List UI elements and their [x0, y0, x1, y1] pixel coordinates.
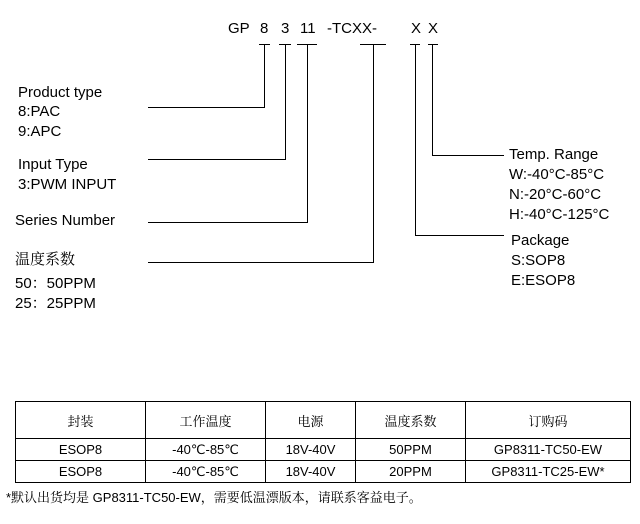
cell-power-supply: 18V-40V	[266, 439, 356, 461]
code-prefix: GP	[228, 20, 250, 37]
label-temp-range-line: N:-20°C-60°C	[509, 186, 602, 203]
cell-temp-coef: 50PPM	[356, 439, 466, 461]
code-temp-range: X	[428, 20, 439, 37]
code-temp-coef: -TCXX-	[327, 20, 377, 37]
connector-series-number	[148, 44, 308, 223]
code-product-type: 8	[260, 20, 269, 37]
label-temp-coef-line: 25：25PPM	[15, 295, 96, 312]
code-input-type: 3	[281, 20, 290, 37]
cell-power-supply: 18V-40V	[266, 461, 356, 483]
code-package: X	[411, 20, 422, 37]
table-row	[16, 461, 631, 483]
cell-operating-temp: -40℃-85℃	[146, 439, 266, 461]
header-power-supply: 电源	[266, 402, 356, 439]
label-input-type-title: Input Type	[18, 156, 88, 173]
table-row	[16, 439, 631, 461]
header-package: 封装	[16, 402, 146, 439]
label-package-line: E:ESOP8	[511, 272, 576, 289]
cell-temp-coef: 20PPM	[356, 461, 466, 483]
header-operating-temp: 工作温度	[146, 402, 266, 439]
footnote: *默认出货均是 GP8311-TC50-EW，需要低温漂版本，请联系客益电子。	[6, 490, 422, 505]
label-input-type-line: 3:PWM INPUT	[18, 176, 117, 193]
label-product-type-line: 8:PAC	[18, 103, 61, 120]
label-temp-coef-line: 50：50PPM	[15, 275, 96, 292]
header-temp-coef: 温度系数	[356, 402, 466, 439]
connector-temp-range	[433, 44, 505, 156]
cell-order-code: GP8311-TC50-EW	[466, 439, 631, 461]
connector-package	[416, 44, 505, 236]
connector-product-type	[148, 44, 265, 108]
table-header-row	[16, 402, 631, 439]
cell-package: ESOP8	[16, 461, 146, 483]
ordering-table	[15, 401, 631, 483]
code-series-number: 11	[300, 20, 316, 37]
cell-operating-temp: -40℃-85℃	[146, 461, 266, 483]
connector-temp-coef	[148, 44, 374, 263]
label-product-type-line: 9:APC	[18, 123, 62, 140]
cell-order-code: GP8311-TC25-EW*	[466, 461, 631, 483]
label-product-type-title: Product type	[18, 84, 103, 101]
label-temp-range-line: W:-40°C-85°C	[509, 166, 605, 183]
label-package-line: S:SOP8	[511, 252, 566, 269]
label-temp-range-title: Temp. Range	[509, 146, 599, 163]
header-order-code: 订购码	[466, 402, 631, 439]
label-series-number-title: Series Number	[15, 212, 116, 229]
cell-package: ESOP8	[16, 439, 146, 461]
label-temp-coef-title: 温度系数	[15, 251, 76, 268]
label-temp-range-line: H:-40°C-125°C	[509, 206, 610, 223]
label-package-title: Package	[511, 232, 570, 249]
